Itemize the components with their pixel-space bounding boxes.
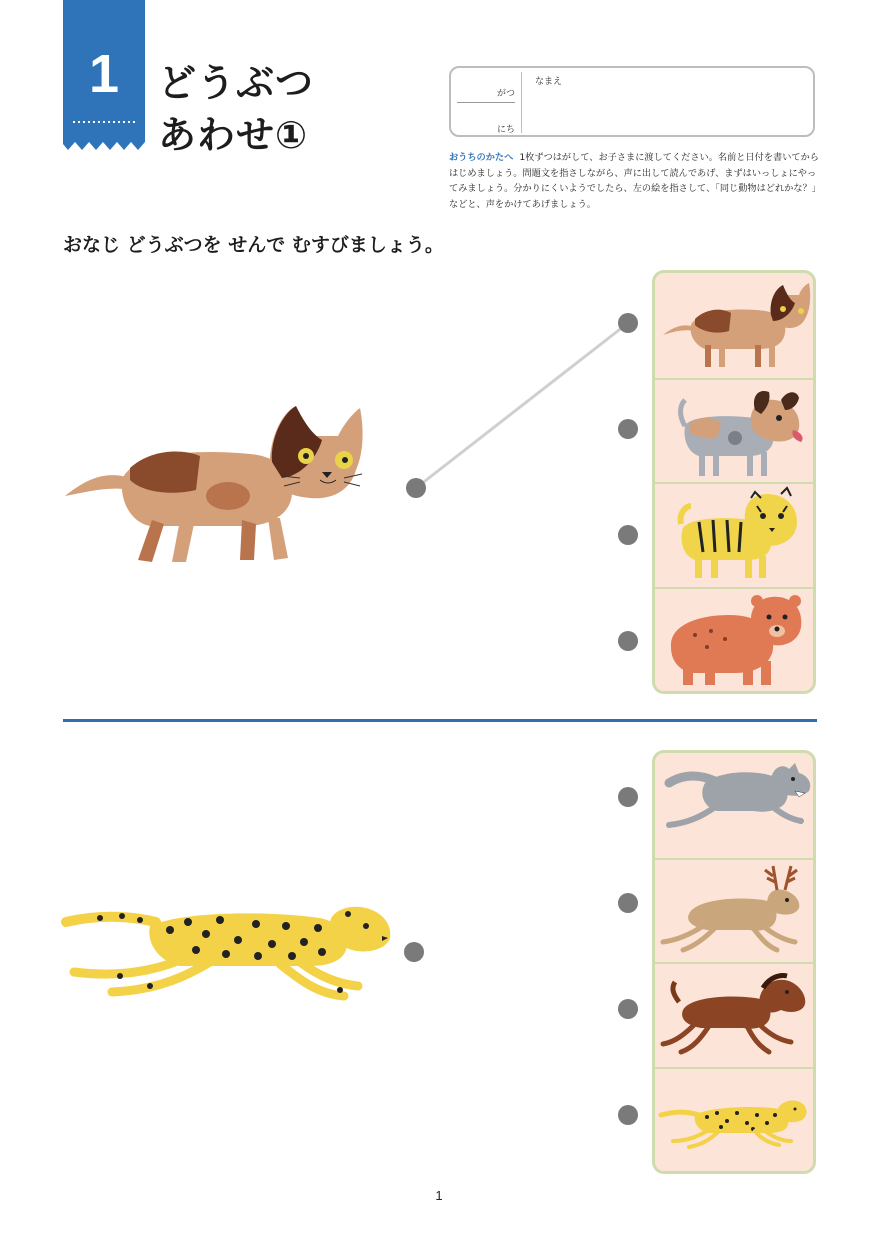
parent-note-text: 1枚ずつはがして、お子さまに渡してください。名前と日付を書いてからはじめましょう。問題文を指さしながら、声に出して読んであげ、まずはいっしょにやってみましょう。分かりにくいようでしたら、左の絵を指さして、「同じ動物はどれかな？」などと、声をかけてあげましょう。 xyxy=(449,152,819,210)
choices-panel-2 xyxy=(652,750,816,1174)
choice-deer[interactable] xyxy=(655,858,813,963)
choice-dot-wolf[interactable] xyxy=(618,787,638,807)
instruction-text: おなじ どうぶつを せんで むすびましょう。 xyxy=(63,234,444,256)
choice-tiger[interactable] xyxy=(655,482,813,587)
choice-dot-cat[interactable] xyxy=(618,313,638,333)
cheetah-illustration xyxy=(60,900,394,1004)
choice-wolf[interactable] xyxy=(655,753,813,858)
choices-panel-1 xyxy=(652,270,816,694)
day-label: にち xyxy=(497,125,516,135)
lesson-number: 1 xyxy=(88,44,120,104)
choice-horse[interactable] xyxy=(655,962,813,1067)
choice-dot-horse[interactable] xyxy=(618,999,638,1019)
page-title-line1: どうぶつ xyxy=(158,61,315,105)
page-number: 1 xyxy=(435,1188,443,1203)
section-divider xyxy=(63,719,817,722)
choice-dog[interactable] xyxy=(655,378,813,483)
choice-dot-cheetah[interactable] xyxy=(618,1105,638,1125)
cat-illustration xyxy=(60,400,370,570)
choice-cat[interactable] xyxy=(655,273,813,378)
choice-dot-deer[interactable] xyxy=(618,893,638,913)
target-dot-cheetah[interactable] xyxy=(404,942,424,962)
name-label: なまえ xyxy=(535,77,563,87)
page-title-line2: あわせ① xyxy=(158,113,309,157)
parent-note-lead: おうちのかたへ xyxy=(449,152,514,163)
target-dot-cat[interactable] xyxy=(406,478,426,498)
choice-dot-bear[interactable] xyxy=(618,631,638,651)
choice-dot-dog[interactable] xyxy=(618,419,638,439)
answer-line xyxy=(416,323,628,488)
choice-bear[interactable] xyxy=(655,587,813,692)
month-label: がつ xyxy=(497,89,516,99)
choice-dot-tiger[interactable] xyxy=(618,525,638,545)
choice-cheetah[interactable] xyxy=(655,1067,813,1172)
